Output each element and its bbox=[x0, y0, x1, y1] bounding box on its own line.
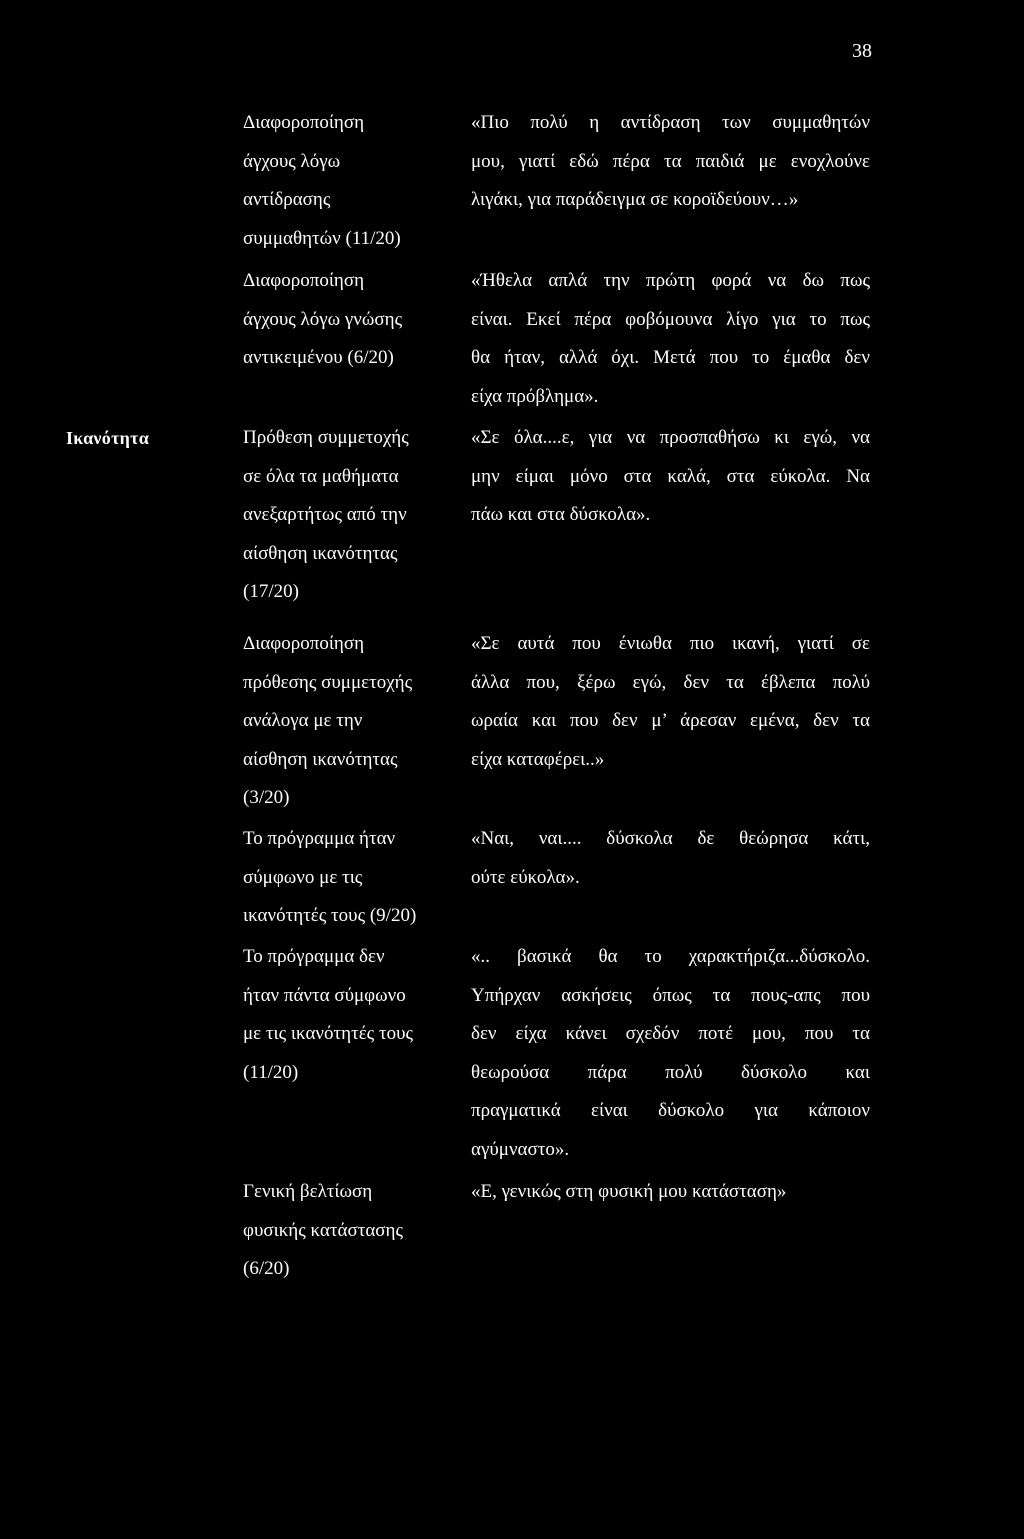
theme-line: με τις ικανότητές τους bbox=[243, 1023, 414, 1044]
theme-line: ήταν πάντα σύμφωνο bbox=[243, 984, 406, 1006]
quote-line: μου, γιατί εδώ πέρα τα παιδιά με ενοχλούνε bbox=[471, 150, 870, 172]
theme-cell bbox=[243, 625, 463, 818]
quote-line: ούτε εύκολα». bbox=[471, 866, 580, 888]
quote-cell bbox=[471, 1173, 870, 1212]
quote-line: πάω και στα δύσκολα». bbox=[471, 504, 651, 525]
theme-line: άγχους λόγω bbox=[243, 150, 341, 172]
quote-cell bbox=[471, 820, 870, 897]
theme-line: (3/20) bbox=[243, 787, 290, 808]
quote-line: είχα καταφέρει..» bbox=[471, 748, 605, 770]
quote-cell bbox=[471, 625, 870, 779]
quote-line: θα ήταν, αλλά όχι. Μετά που το έμαθα δεν bbox=[471, 347, 870, 368]
quote-cell bbox=[471, 938, 870, 1169]
theme-line: (6/20) bbox=[243, 1258, 290, 1279]
theme-line: σε όλα τα μαθήματα bbox=[243, 465, 399, 487]
theme-cell bbox=[243, 104, 463, 258]
theme-line: αίσθηση ικανότητας bbox=[243, 542, 398, 564]
quote-line: λιγάκι, για παράδειγμα σε κοροϊδεύουν…» bbox=[471, 189, 799, 210]
theme-cell bbox=[243, 1173, 463, 1289]
theme-line: (11/20) bbox=[243, 1061, 299, 1083]
quote-line: είναι. Εκεί πέρα φοβόμουνα λίγο για το πως bbox=[471, 308, 870, 330]
theme-line: σύμφωνο με τις bbox=[243, 866, 363, 888]
quote-line: «Ναι, ναι.... δύσκολα δε θεώρησα κάτι, bbox=[471, 828, 870, 849]
quote-line: άλλα που, ξέρω εγώ, δεν τα έβλεπα πολύ bbox=[471, 671, 870, 693]
quote-line: πραγματικά είναι δύσκολο για κάποιον bbox=[471, 1100, 870, 1121]
quote-line: θεωρούσα πάρα πολύ δύσκολο και bbox=[471, 1061, 870, 1083]
quote-line: ωραία και που δεν μ’ άρεσαν εμένα, δεν τα bbox=[471, 710, 870, 731]
theme-line: Διαφοροποίηση bbox=[243, 633, 365, 654]
quote-line: «Πιο πολύ η αντίδραση των συμμαθητών bbox=[471, 112, 870, 133]
quote-line: είχα πρόβλημα». bbox=[471, 385, 599, 407]
theme-line: Διαφοροποίηση bbox=[243, 270, 365, 291]
theme-line: (17/20) bbox=[243, 581, 299, 602]
quote-cell bbox=[471, 419, 870, 535]
theme-cell bbox=[243, 262, 463, 378]
theme-line: άγχους λόγω γνώσης bbox=[243, 308, 403, 330]
page-number: 38 bbox=[852, 40, 872, 62]
theme-line: αντικειμένου (6/20) bbox=[243, 347, 394, 368]
theme-line: Γενική βελτίωση bbox=[243, 1181, 373, 1202]
theme-cell bbox=[243, 419, 463, 612]
quote-line: «Σε όλα....ε, για να προσπαθήσω κι εγώ, να bbox=[471, 427, 870, 448]
theme-cell bbox=[243, 820, 463, 936]
theme-line: συμμαθητών (11/20) bbox=[243, 227, 401, 249]
theme-line: ικανότητές τους (9/20) bbox=[243, 905, 417, 926]
quote-line: Υπήρχαν ασκήσεις όπως τα πους-απς που bbox=[471, 984, 870, 1006]
theme-line: Διαφοροποίηση bbox=[243, 112, 365, 133]
theme-line: ανεξαρτήτως από την bbox=[243, 504, 407, 525]
quote-line: «Ήθελα απλά την πρώτη φορά να δω πως bbox=[471, 270, 870, 291]
theme-line: αντίδρασης bbox=[243, 189, 331, 210]
quote-line: δεν είχα κάνει σχεδόν ποτέ μου, που τα bbox=[471, 1023, 870, 1044]
category-label: Ικανότητα bbox=[66, 428, 150, 448]
theme-line: Το πρόγραμμα ήταν bbox=[243, 828, 396, 849]
theme-line: Το πρόγραμμα δεν bbox=[243, 946, 385, 967]
quote-line: μην είμαι μόνο στα καλά, στα εύκολα. Να bbox=[471, 465, 870, 487]
theme-line: πρόθεσης συμμετοχής bbox=[243, 671, 413, 693]
quote-line: «Σε αυτά που ένιωθα πιο ικανή, γιατί σε bbox=[471, 633, 870, 654]
quote-cell bbox=[471, 104, 870, 220]
quote-line: «.. βασικά θα το χαρακτήριζα...δύσκολο. bbox=[471, 946, 870, 967]
theme-line: Πρόθεση συμμετοχής bbox=[243, 427, 409, 448]
theme-line: αίσθηση ικανότητας bbox=[243, 748, 398, 770]
quote-line: αγύμναστο». bbox=[471, 1138, 570, 1160]
theme-line: ανάλογα με την bbox=[243, 710, 363, 731]
theme-cell bbox=[243, 938, 463, 1092]
theme-line: φυσικής κατάστασης bbox=[243, 1219, 403, 1241]
quote-line: «Ε, γενικώς στη φυσική μου κατάσταση» bbox=[471, 1181, 787, 1202]
quote-cell bbox=[471, 262, 870, 416]
